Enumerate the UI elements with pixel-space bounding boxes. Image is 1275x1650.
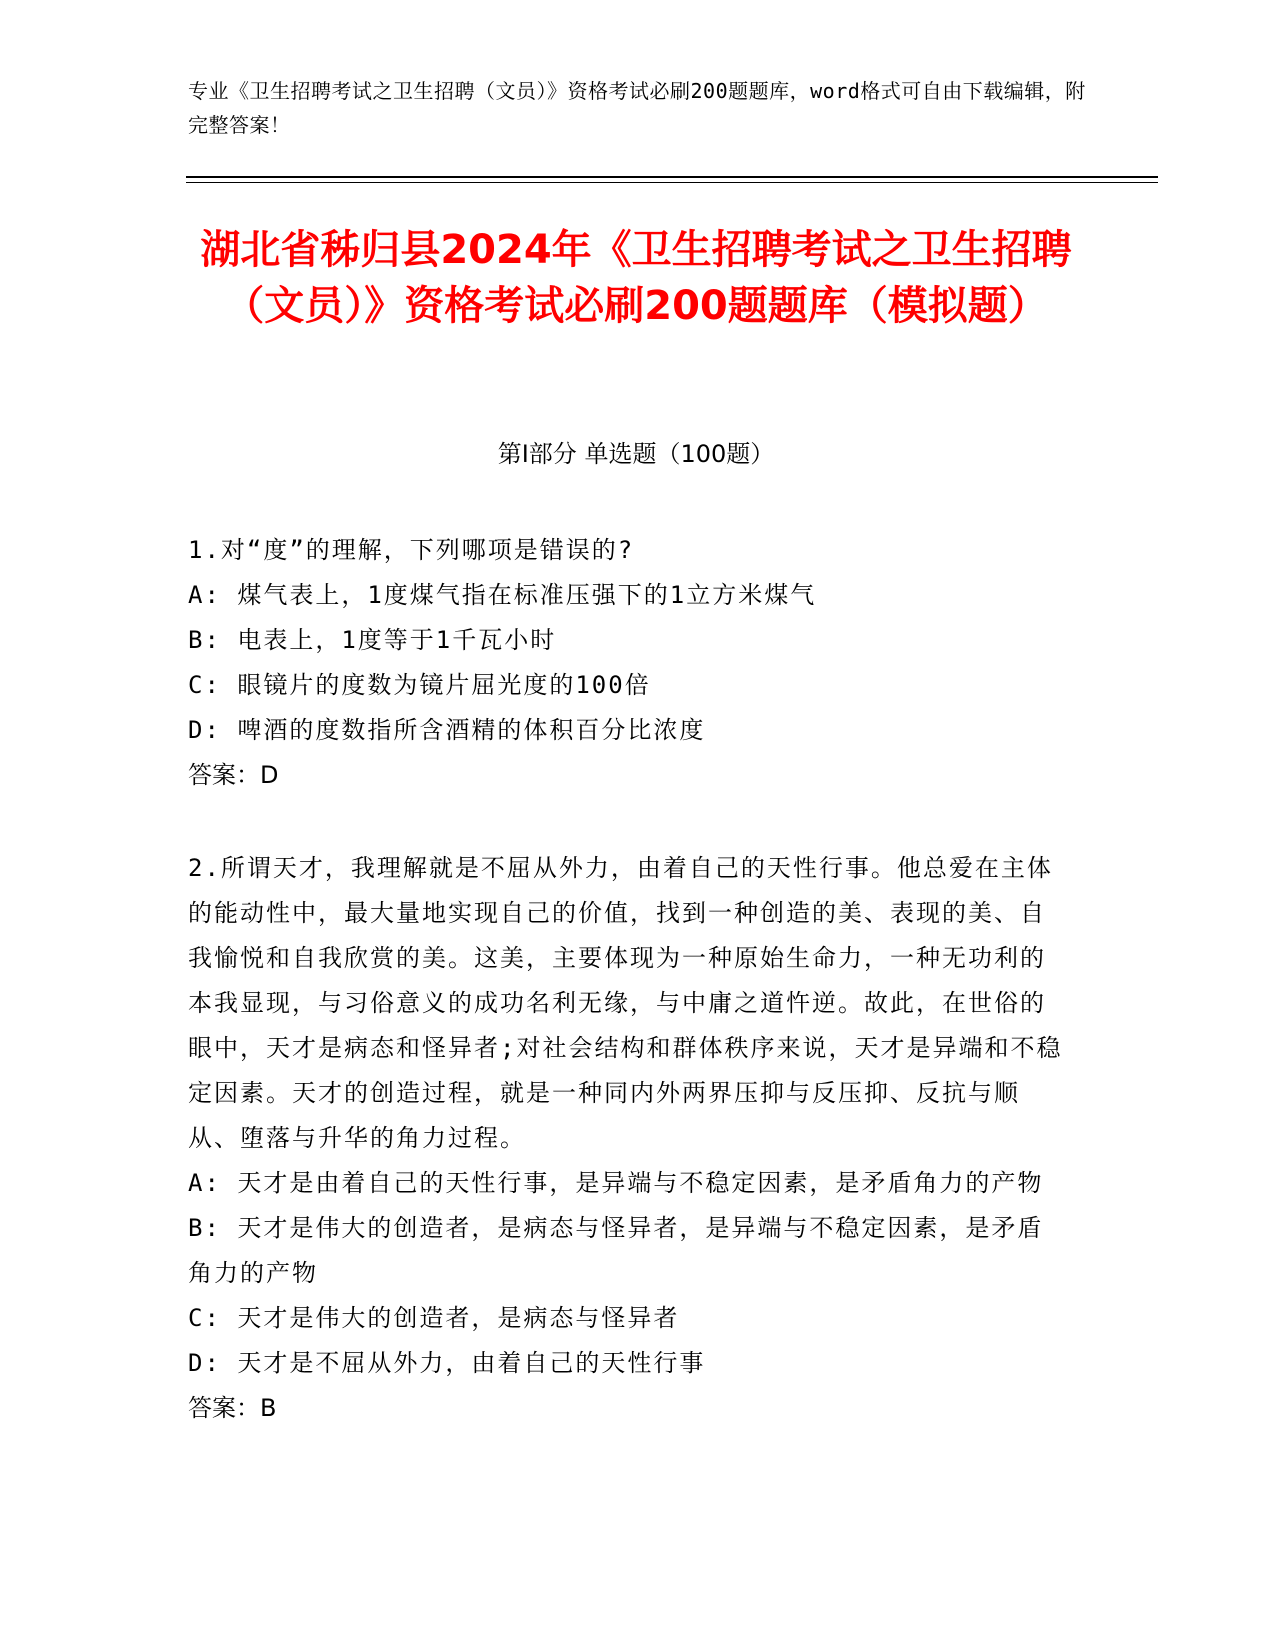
option-c: C: 天才是伟大的创造者，是病态与怪异者 <box>188 1304 680 1332</box>
answer: 答案：B <box>188 1394 277 1422</box>
question-2 <box>188 846 1068 1431</box>
option-c: C: 眼镜片的度数为镜片屈光度的100倍 <box>188 671 651 699</box>
option-d: D: 天才是不屈从外力，由着自己的天性行事 <box>188 1349 706 1377</box>
header-divider-thick <box>186 176 1158 178</box>
question-stem: 2.所谓天才，我理解就是不屈从外力，由着自己的天性行事。他总爱在主体的能动性中，最大量地实现自己的价值，找到一种创造的美、表现的美、自我愉悦和自我欣赏的美。这美，主要体现为一种原始生命力，一种无功利的本我显现，与习俗意义的成功名利无缘，与中庸之道忤逆。故此，在世俗的眼中，天才是病态和怪异者;对社会结构和群体秩序来说，天才是异端和不稳定因素。天才的创造过程，就是一种同内外两界压抑与反压抑、反抗与顺从、堕落与升华的角力过程。 <box>188 854 1063 1152</box>
question-stem: 1.对“度”的理解，下列哪项是错误的? <box>188 536 635 564</box>
header-note: 专业《卫生招聘考试之卫生招聘（文员）》资格考试必刷200题题库，word格式可自由下载编辑，附完整答案！ <box>188 79 1086 137</box>
option-b: B: 电表上，1度等于1千瓦小时 <box>188 626 557 654</box>
section-heading: 第I部分 单选题（100题） <box>497 440 775 468</box>
option-a: A: 天才是由着自己的天性行事，是异端与不稳定因素，是矛盾角力的产物 <box>188 1169 1044 1197</box>
document-title: 湖北省秭归县2024年《卫生招聘考试之卫生招聘（文员）》资格考试必刷200题题库（模拟题） <box>200 227 1072 329</box>
answer: 答案：D <box>188 761 279 789</box>
question-1 <box>188 528 1068 798</box>
option-b: B: 天才是伟大的创造者，是病态与怪异者，是异端与不稳定因素，是矛盾角力的产物 <box>188 1214 1044 1287</box>
option-d: D: 啤酒的度数指所含酒精的体积百分比浓度 <box>188 716 706 744</box>
option-a: A: 煤气表上，1度煤气指在标准压强下的1立方米煤气 <box>188 581 817 609</box>
header-divider-thin <box>186 182 1158 183</box>
